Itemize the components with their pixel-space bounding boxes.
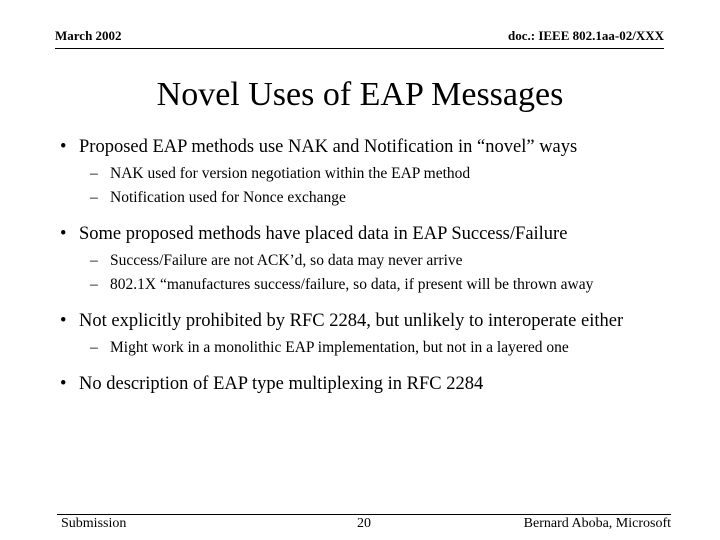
sub-bullet-item [60, 273, 700, 297]
bullet-text: Some proposed methods have placed data in EAP Success/Failure [79, 224, 568, 244]
bullet-item [60, 135, 700, 159]
dash-mark: – [90, 339, 98, 356]
bullet-list [60, 135, 700, 396]
sub-bullet-list [60, 249, 700, 297]
bullet-text: No description of EAP type multiplexing in RFC 2284 [79, 374, 484, 394]
sub-bullet-text: Notification used for Nonce exchange [110, 189, 346, 206]
bullet-text: Not explicitly prohibited by RFC 2284, but unlikely to interoperate either [79, 311, 624, 331]
sub-bullet-text: 802.1X “manufactures success/failure, so data, if present will be thrown away [110, 276, 594, 293]
sub-bullet-text: NAK used for version negotiation within the EAP method [110, 165, 471, 182]
sub-bullet-item [60, 162, 700, 186]
bullet-mark: • [60, 137, 67, 157]
slide-header [55, 28, 664, 49]
dash-mark: – [90, 252, 98, 269]
slide-title: Novel Uses of EAP Messages [156, 76, 564, 113]
footer-submission: Submission [61, 516, 127, 531]
bullet-item [60, 372, 700, 396]
sub-bullet-list [60, 162, 700, 210]
bullet-text: Proposed EAP methods use NAK and Notification in “novel” ways [79, 137, 578, 157]
sub-bullet-list [60, 336, 700, 360]
bullet-mark: • [60, 311, 67, 331]
footer-author: Bernard Aboba, Microsoft [523, 516, 671, 531]
header-doc-id: doc.: IEEE 802.1aa-02/XXX [507, 28, 664, 43]
sub-bullet-text: Success/Failure are not ACK’d, so data may never arrive [110, 252, 463, 269]
sub-bullet-item [60, 186, 700, 210]
slide-footer [57, 514, 671, 531]
sub-bullet-text: Might work in a monolithic EAP implementation, but not in a layered one [110, 339, 569, 356]
dash-mark: – [90, 165, 98, 182]
bullet-mark: • [60, 374, 67, 394]
bullet-mark: • [60, 224, 67, 244]
sub-bullet-item [60, 249, 700, 273]
bullet-item [60, 222, 700, 246]
page-number: 20 [357, 516, 371, 531]
sub-bullet-item [60, 336, 700, 360]
dash-mark: – [90, 189, 98, 206]
dash-mark: – [90, 276, 98, 293]
header-date: March 2002 [55, 28, 122, 43]
bullet-item [60, 309, 700, 333]
